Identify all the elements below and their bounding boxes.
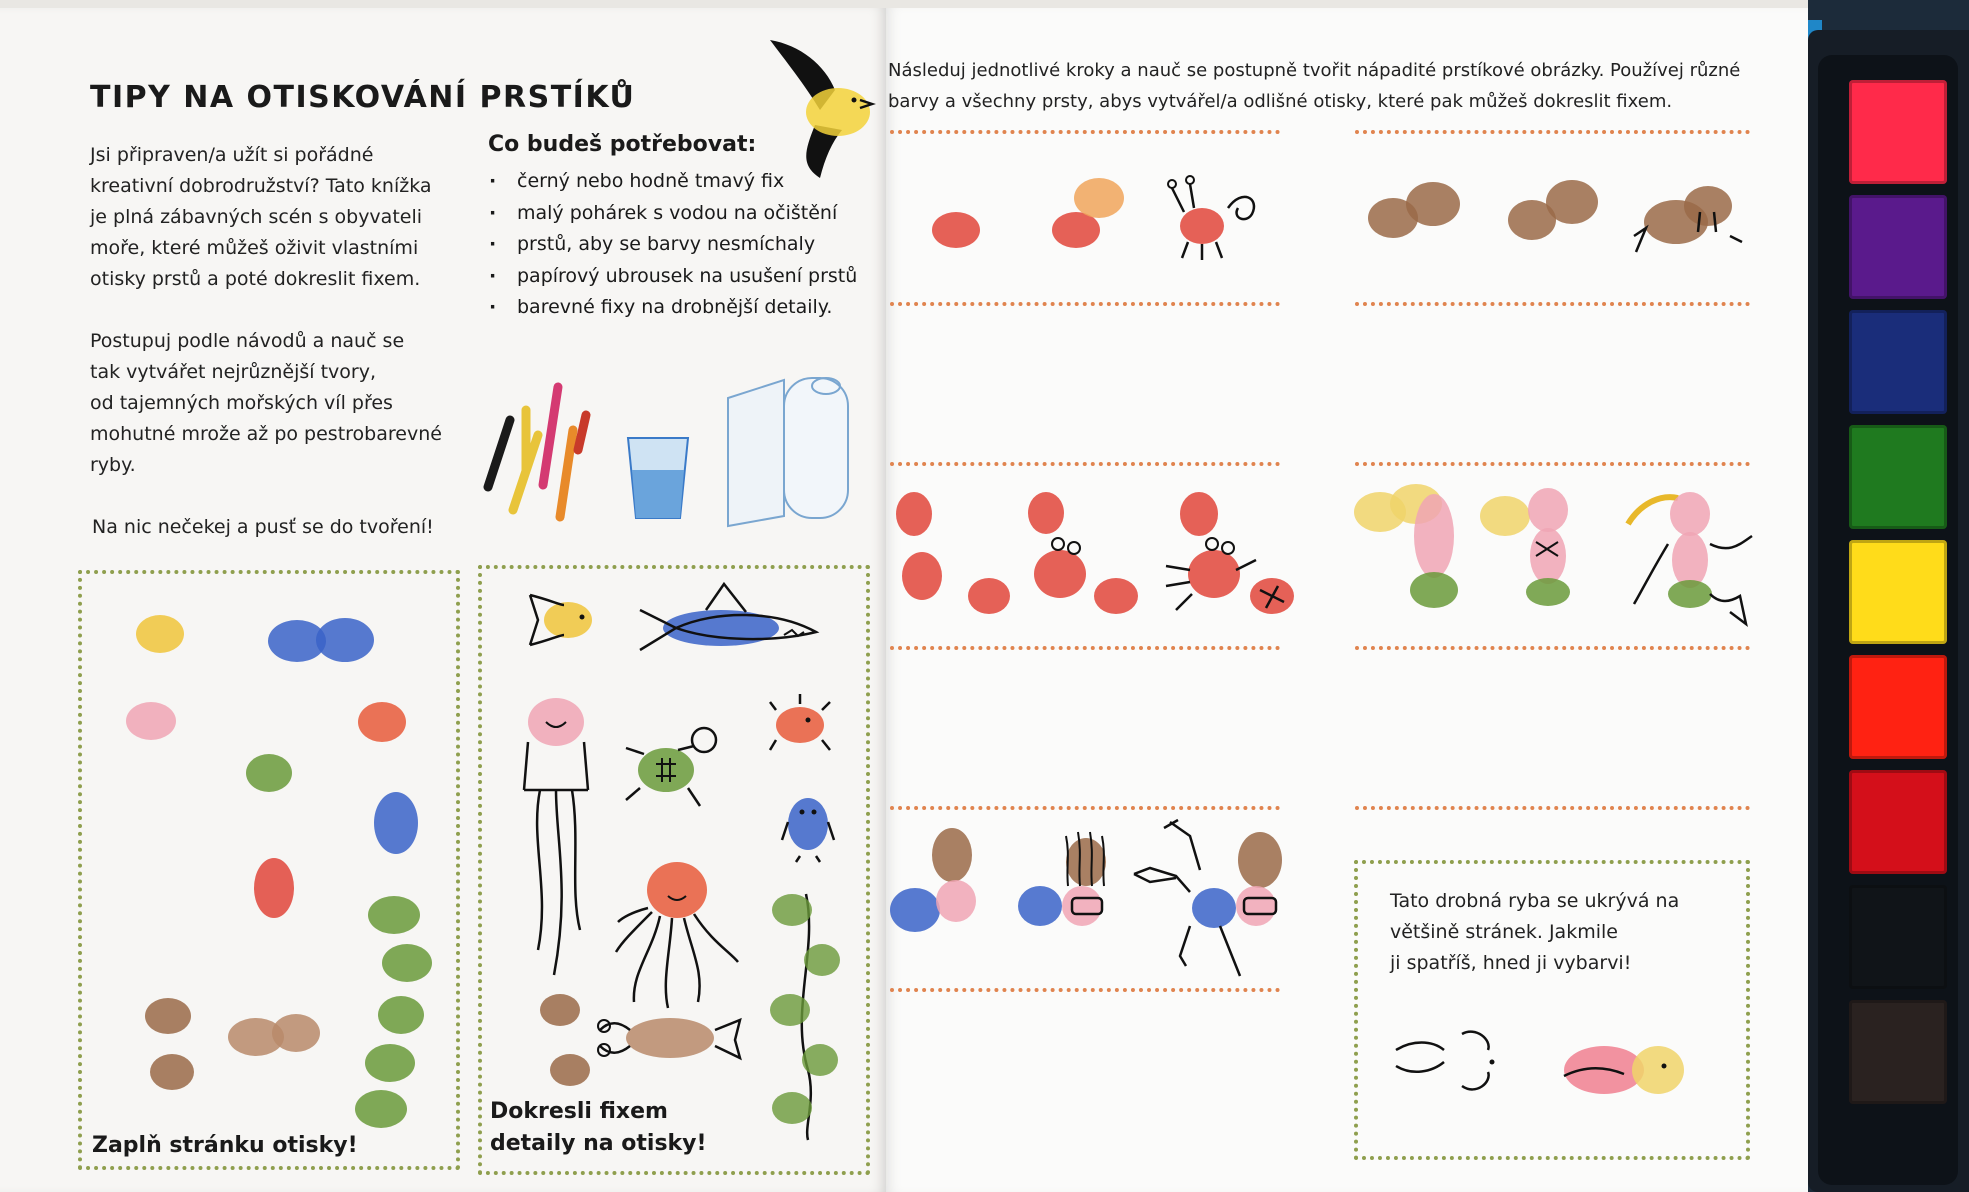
step-divider [1355, 302, 1750, 306]
pufferfish-drawing [762, 690, 837, 760]
seagull-illustration [760, 30, 880, 180]
fingerprint [378, 996, 424, 1034]
ink-pad[interactable] [1849, 655, 1947, 759]
fingerprint [968, 578, 1010, 614]
intro-paragraph [90, 140, 432, 295]
mermaid-step-drawing [1510, 486, 1586, 610]
step-divider [1355, 462, 1750, 466]
guide-line: tak vytvářet nejrůznější tvory, [90, 361, 377, 383]
intro-line: otisky prstů a poté dokreslit fixem. [90, 268, 421, 290]
diver-step-drawing [1016, 826, 1126, 936]
paper-towel-icon [722, 368, 857, 526]
needs-item: · malý pohárek s vodou na očištění [485, 198, 857, 230]
step-divider [890, 806, 1280, 810]
turtle-drawing [618, 718, 723, 813]
fingerprint [145, 998, 191, 1034]
needs-list [485, 166, 857, 324]
step-divider [890, 130, 1280, 134]
ink-pad[interactable] [1849, 1000, 1947, 1104]
fingerprint [1414, 494, 1454, 578]
fingerprint [150, 1054, 194, 1090]
fingerprint [374, 792, 418, 854]
needs-item: · papírový ubrousek na usušení prstů [485, 261, 857, 293]
shark-drawing [636, 580, 821, 670]
fill-prints-label: Zaplň stránku otisky! [92, 1133, 358, 1158]
fingerprint [358, 702, 406, 742]
step-divider [1355, 646, 1750, 650]
needs-item: · černý nebo hodně tmavý fix [485, 166, 857, 198]
shrimp-drawing [540, 990, 745, 1090]
crab-step-drawing [1030, 530, 1140, 620]
fingerprint [890, 888, 940, 932]
fingerprint [1410, 572, 1458, 608]
crab-finished-drawing [1162, 530, 1302, 630]
ink-pad[interactable] [1849, 770, 1947, 874]
instructions-line: barvy a všechny prsty, abys vytvářel/a odlišné otisky, které pak můžeš dokreslit fixem. [888, 91, 1673, 112]
needs-heading: Co budeš potřebovat: [488, 132, 757, 157]
hidden-fish-line: Tato drobná ryba se ukrývá na [1390, 890, 1680, 912]
intro-line: kreativní dobrodružství? Tato knížka [90, 175, 432, 197]
hermit-crab-drawing [1162, 168, 1262, 263]
step-divider [890, 462, 1280, 466]
ink-pad[interactable] [1849, 540, 1947, 644]
page-title: TIPY NA OTISKOVÁNÍ PRSTÍKŮ [90, 80, 636, 115]
intro-line: je plná zábavných scén s obyvateli [90, 206, 423, 228]
guide-line: od tajemných mořských víl přes [90, 392, 393, 414]
jellyfish-drawing [510, 690, 602, 980]
instructions [888, 55, 1740, 117]
fingerprint [902, 552, 942, 600]
seaweed-drawing [764, 890, 846, 1140]
step-divider [1355, 806, 1750, 810]
guide-paragraph [90, 326, 442, 481]
fingerprint [368, 896, 420, 934]
mermaid-finished-drawing [1620, 484, 1760, 634]
fingerprint [355, 1090, 407, 1128]
fingerprint [365, 1044, 415, 1082]
ink-pad[interactable] [1849, 425, 1947, 529]
call-to-action: Na nic nečekej a pusť se do tvoření! [92, 516, 434, 538]
octopus-drawing [612, 852, 742, 1012]
fingerprint [254, 858, 294, 918]
fingerprint [246, 754, 292, 792]
draw-details-label-line: Dokresli fixem [490, 1099, 668, 1124]
guide-line: mohutné mrože až po pestrobarevné [90, 423, 442, 445]
fingerprint [1406, 182, 1460, 226]
walrus-drawing [1630, 172, 1750, 262]
ink-pad[interactable] [1849, 80, 1947, 184]
angelfish-drawing [520, 585, 600, 655]
markers-illustration [478, 375, 598, 520]
intro-line: moře, které můžeš oživit vlastními [90, 237, 419, 259]
draw-details-label-line: detaily na otisky! [490, 1131, 707, 1156]
guide-line: ryby. [90, 454, 136, 476]
ink-pad[interactable] [1849, 310, 1947, 414]
instructions-line: Následuj jednotlivé kroky a nauč se postupně tvořit nápadité prstíkové obrázky. Používej různé [888, 60, 1741, 81]
hidden-fish-drawing [1554, 1036, 1696, 1106]
needs-item: · barevné fixy na drobnější detaily. [485, 292, 857, 324]
draw-details-label [490, 1096, 707, 1160]
step-divider [890, 988, 1280, 992]
step-divider [1355, 130, 1750, 134]
fingerprint [896, 492, 932, 536]
ink-pad[interactable] [1849, 195, 1947, 299]
fingerprint [936, 880, 976, 922]
diver-finished-drawing [1130, 816, 1300, 986]
penguin-drawing [778, 782, 838, 862]
fingerprint [382, 944, 432, 982]
intro-line: Jsi připraven/a užít si pořádné [90, 144, 374, 166]
step-divider [890, 302, 1280, 306]
fish-outline-drawing [1392, 1020, 1502, 1110]
fingerprint [136, 615, 184, 653]
fingerprint [316, 618, 374, 662]
needs-item: · prstů, aby se barvy nesmíchaly [485, 229, 857, 261]
hidden-fish-line: většině stránek. Jakmile [1390, 921, 1618, 943]
fingerprint [1028, 492, 1064, 534]
fingerprint [1546, 180, 1598, 224]
water-cup-icon [624, 432, 692, 522]
fingerprint [272, 1014, 320, 1052]
hidden-fish-line: ji spatříš, hned ji vybarvi! [1390, 952, 1632, 974]
step-divider [890, 646, 1280, 650]
fingerprint [932, 828, 972, 882]
ink-pad[interactable] [1849, 885, 1947, 989]
fingerprint [1074, 178, 1124, 218]
guide-line: Postupuj podle návodů a nauč se [90, 330, 405, 352]
fingerprint [126, 702, 176, 740]
fingerprint [932, 212, 980, 248]
hidden-fish-text [1390, 886, 1679, 979]
